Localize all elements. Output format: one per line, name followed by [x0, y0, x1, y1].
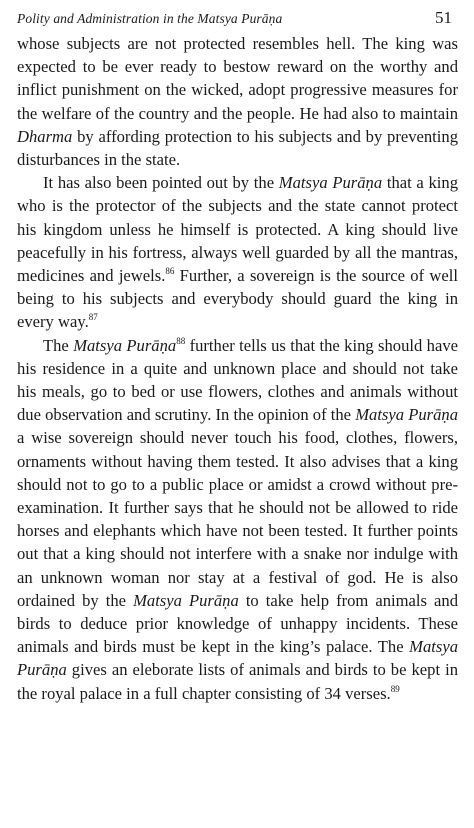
paragraph	[17, 171, 458, 333]
footnote-ref: 89	[390, 683, 400, 694]
paragraph	[17, 334, 458, 705]
page-number: 51	[435, 8, 452, 27]
italic-term: Matsya Purāṇa	[278, 173, 383, 193]
italic-term: Dharma	[17, 126, 73, 146]
page-header	[17, 8, 458, 30]
text-run: further tells us that the king should have his residence in a quite and unknown place and should not take his meals, go to bed or use flowers, clothes and animals without due observation and scrutiny. In the opinion of the	[17, 335, 459, 425]
text-run: The	[43, 335, 74, 355]
italic-term: Matsya Purāṇa	[133, 590, 239, 610]
footnote-ref: 87	[88, 312, 98, 323]
text-run: to take help from animals and birds to deduce prior knowledge of unhappy incidents. These animals and birds must be kept in the king’s palace. The	[17, 590, 458, 657]
italic-term: Matsya Purāṇa	[17, 637, 458, 680]
footnote-ref: 86	[165, 266, 175, 277]
italic-term: Matsya Purāṇa	[355, 405, 458, 425]
paragraph	[17, 32, 458, 171]
text-run: a wise sovereign should never touch his food, clothes, flowers, ornaments without having them tested. It also advises that a king should not to go to a public place or amidst a crowd without pre-examination. It further says that he should not be allowed to ride horses and elephants which have not been tested. It further points out that a king should not interfere with a snake nor indulge with an unknown woman nor stay at a festival of god. He is also ordained by the	[17, 428, 458, 610]
text-run: whose subjects are not protected resembles hell. The king was expected to be ever ready to bestow reward on the worthy and inflict punishment on the wicked, adopt progressive measures for the welfare of the country and the people. He had also to maintain	[17, 34, 458, 123]
text-run: gives an eleborate lists of animals and birds to be kept in the royal palace in a full chapter consisting of 34 verses.	[17, 660, 458, 703]
italic-term: Matsya Purāṇa	[73, 335, 177, 355]
text-run: Further, a sovereign is the source of well being to his subjects and everybody should guard the king in every way.	[17, 266, 458, 332]
text-run: by affording protection to his subjects and by preventing disturbances in the state.	[17, 126, 458, 170]
running-head: Polity and Administration in the Matsya Purāṇa	[17, 11, 283, 26]
footnote-ref: 88	[176, 335, 186, 346]
body-text	[17, 32, 458, 705]
text-run: It has also been pointed out by the	[43, 173, 279, 193]
text-run: that a king who is the protector of the subjects and the state cannot protect his kingdom unless he himself is protected. A king should live peacefully in his fortress, always well guarded by all the mantras, medicines and jewels.	[17, 173, 459, 286]
